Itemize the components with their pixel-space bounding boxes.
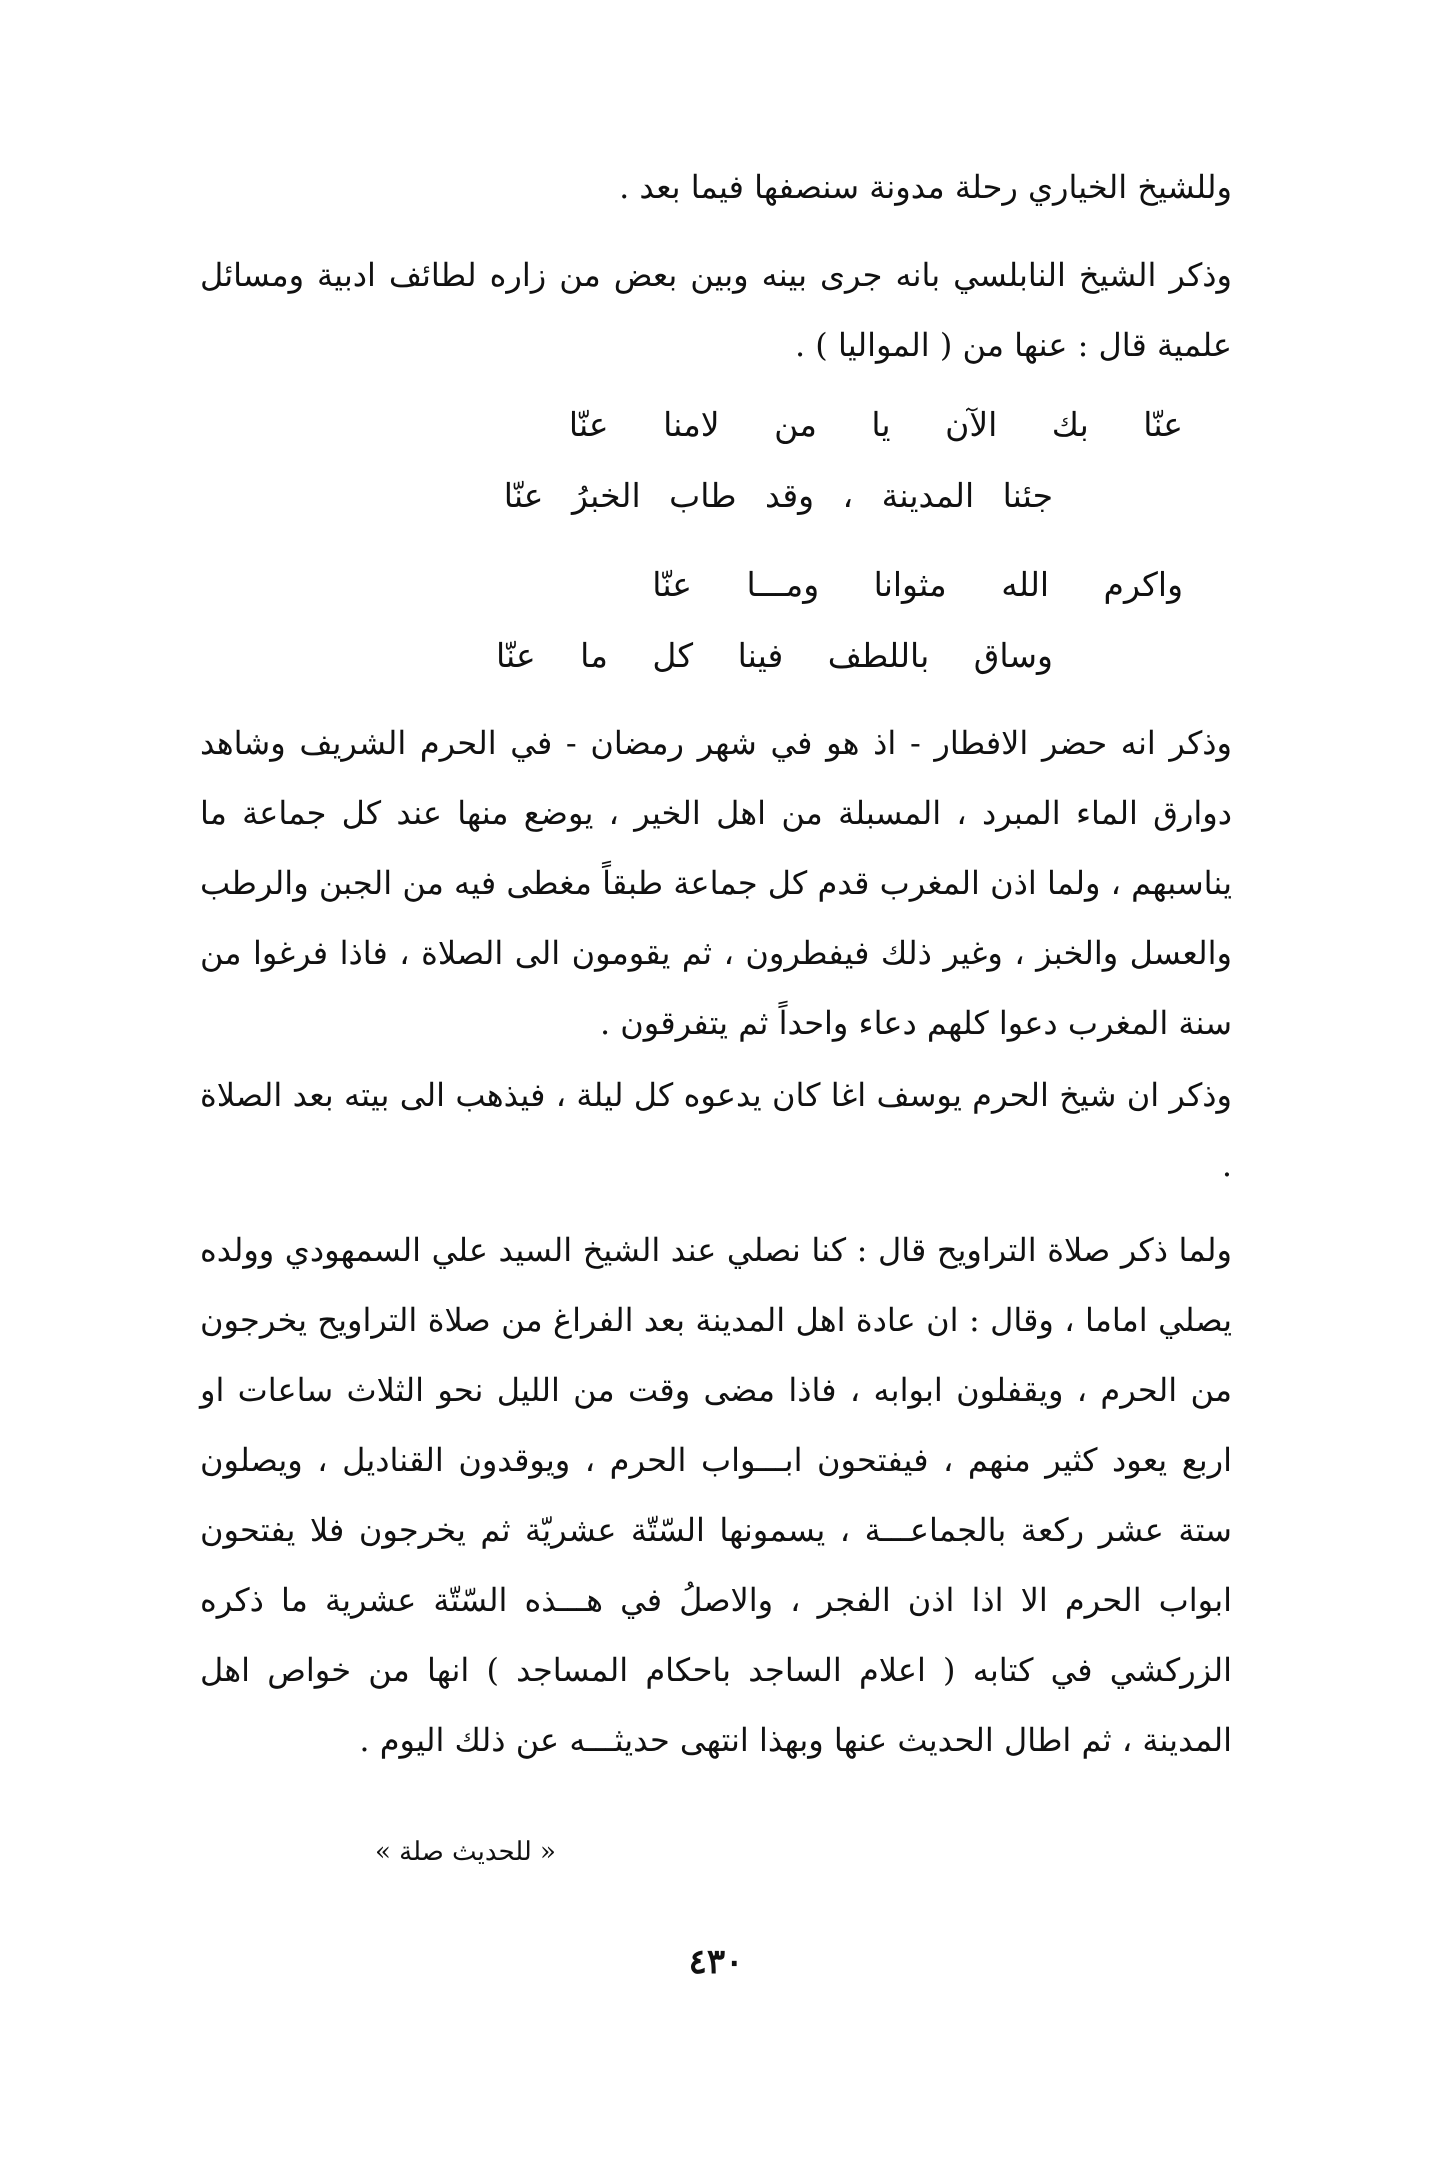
poem-verse-2: جئنا المدينة ، وقد طاب الخبرُ عنّا: [503, 476, 1053, 515]
paragraph-text: ولما ذكر صلاة التراويح قال : كنا نصلي عند الشيخ السيد علي السمهودي وولده يصلي اماما ، وقال : ان عادة اهل المدينة بعد الفراغ من صلاة التراويح يخرجون من الحرم ، ويقفلون ابوابه ، فاذا مضى وقت من الليل نحو الثلاث ساعات او اربع يعود كثير منهم ، فيفتحون ابـــواب الحرم ، ويوقدون القناديل ، ويصلون ستة عشر ركعة بالجماعـــة ، يسمونها السّتّة عشريّة ثم يخرجون فلا يفتحون ابواب الحرم الا اذا اذن الفجر ، والاصلُ في هـــذه السّتّة عشرية ما ذكره الزركشي في كتابه ( اعلام الساجد باحكام المساجد ) انها من خواص اهل المدينة ، ثم اطال الحديث عنها وبهذا انتهى حديثـــه عن ذلك اليوم .: [200, 1231, 1233, 1759]
nabulsi-paragraph: [200, 240, 1232, 380]
paragraph-text: وذكر الشيخ النابلسي بانه جرى بينه وبين بعض من زاره لطائف ادبية ومسائل علمية قال : عنها من ( المواليا ) .: [200, 256, 1232, 364]
poem-verse-1: عنّا بك الآن يا من لامنا عنّا: [568, 405, 1183, 444]
tarawih-paragraph: [200, 1215, 1232, 1775]
iftar-paragraph: [200, 708, 1232, 1058]
paragraph-text: وذكر ان شيخ الحرم يوسف اغا كان يدعوه كل ليلة ، فيذهب الى بيته بعد الصلاة .: [200, 1076, 1232, 1184]
poem-verse-4: وساق باللطف فينا كل ما عنّا: [495, 636, 1053, 675]
page-number: ٤٣٠: [688, 1942, 744, 1982]
haram-sheikh-paragraph: [200, 1060, 1232, 1200]
paragraph-text: وذكر انه حضر الافطار - اذ هو في شهر رمضان - في الحرم الشريف وشاهد دوارق الماء المبرد ، المسبلة من اهل الخير ، يوضع منها عند كل جماعة ما يناسبهم ، ولما اذن المغرب قدم كل جماعة طبقاً مغطى فيه من الجبن والرطب والعسل والخبز ، وغير ذلك فيفطرون ، ثم يقومون الى الصلاة ، فاذا فرغوا من سنة المغرب دعوا كلهم دعاء واحداً ثم يتفرقون .: [200, 724, 1232, 1042]
continuation-note: « للحديث صلة »: [375, 1837, 556, 1867]
intro-paragraph: [200, 152, 1232, 222]
poem-verse-3: واكرم الله مثوانا ومـــا عنّا: [652, 565, 1183, 604]
paragraph-text: وللشيخ الخياري رحلة مدونة سنصفها فيما بعد .: [619, 168, 1232, 206]
